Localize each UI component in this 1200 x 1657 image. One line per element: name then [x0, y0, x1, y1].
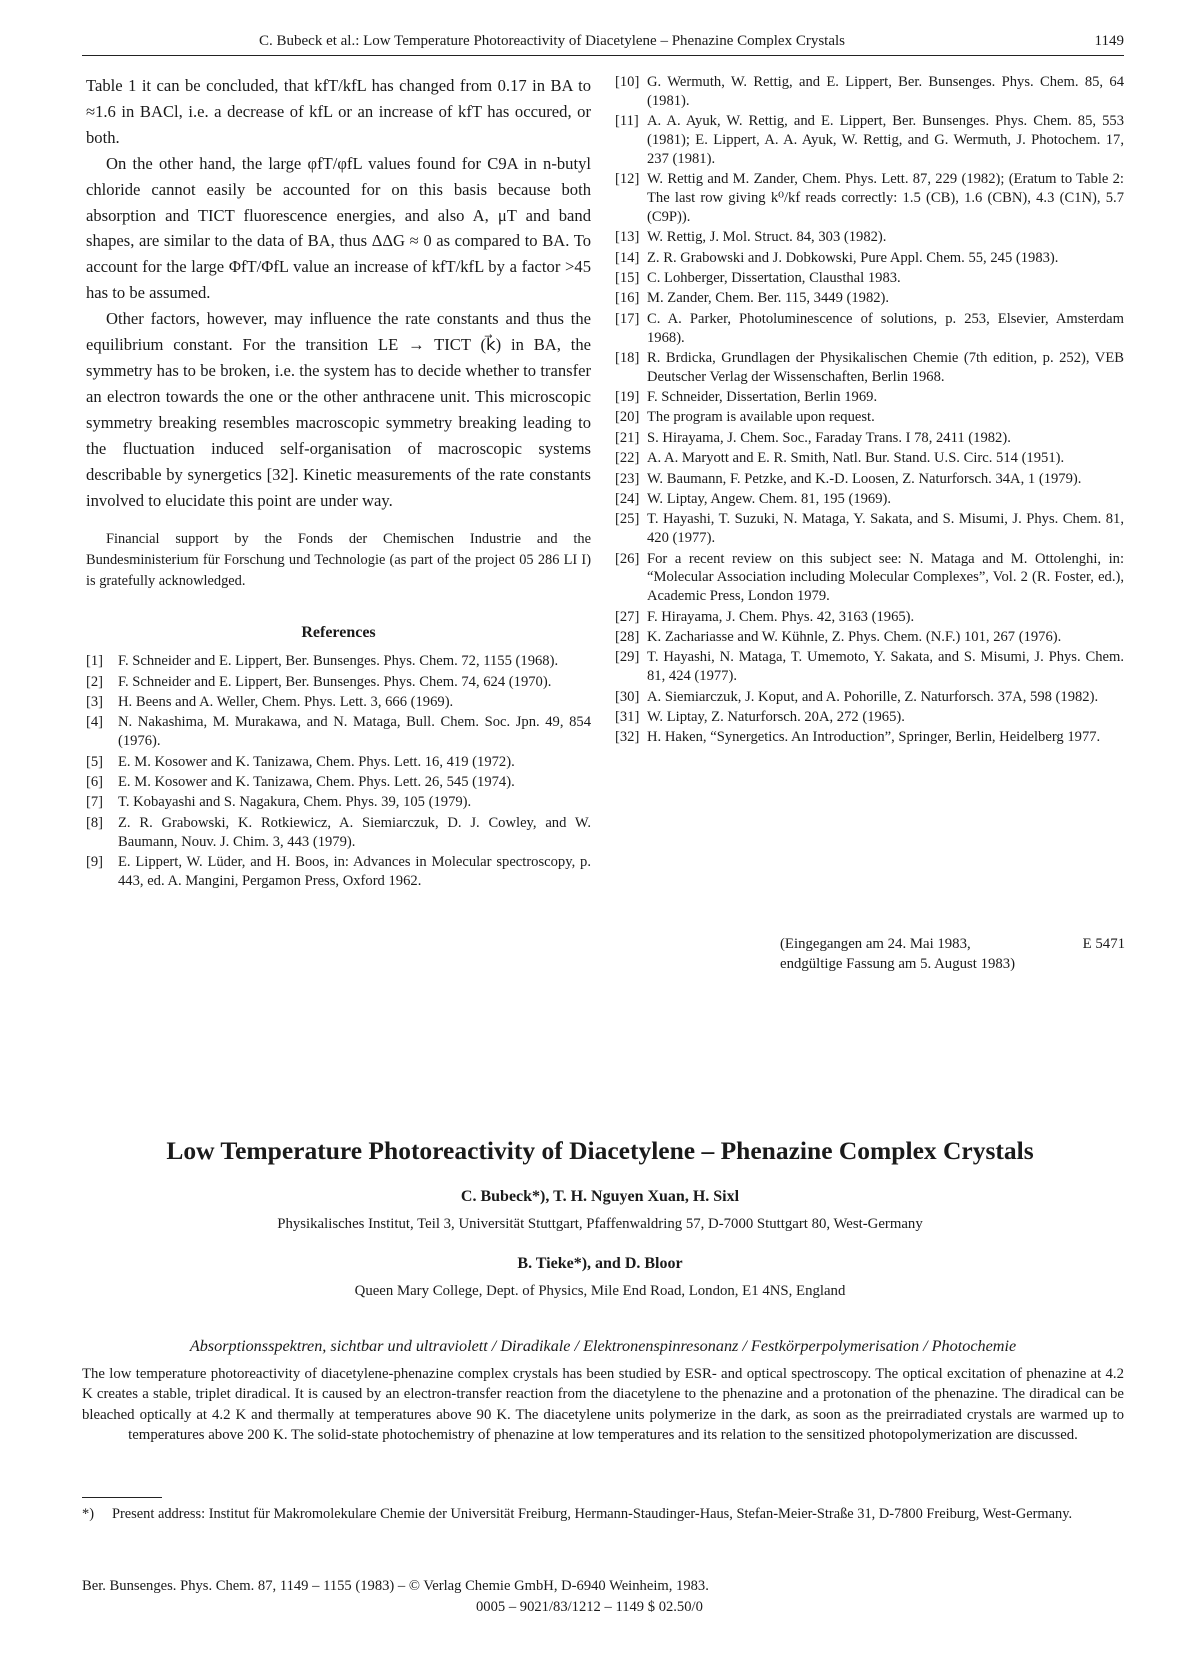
footnote-rule: [82, 1497, 162, 1498]
reference-number: [13]: [615, 229, 640, 246]
article-title: Low Temperature Photoreactivity of Diacetylene – Phenazine Complex Crystals: [166, 1136, 1034, 1165]
abstract: The low temperature photoreactivity of diacetylene-phenazine complex crystals has been studied by ESR- and optical spectroscopy. The optical excitation of phenazine at 4.2 K creates a stable, triplet diradical. It is caused by an electron-transfer reaction from the diacetylene to the phenazine and a protonation of the phenazine. The diradical can be bleached optically at 4.2 K and thermally at temperatures above 90 K. The diacetylene units polymerize in the dark, as soon as the preirradiated crystals are warmed up to temperatures above 200 K. The solid-state photochemistry of phenazine at low temperatures and its relation to the sensitized photopolymerization are discussed.: [82, 1366, 1124, 1444]
reference-item: [615, 628, 1124, 647]
reference-item: [86, 853, 591, 891]
body-paragraph: On the other hand, the large φfT/φfL values found for C9A in n-butyl chloride cannot easily be accounted for on this basis because both absorption and TICT fluorescence energies, and also A, μT and band shapes, are similar to the data of BA, thus ΔΔG ≈ 0 as compared to BA. To account for the large ΦfT/ΦfL value an increase of kfT/kfL by a factor >45 has to be assumed.: [86, 153, 591, 303]
reference-item: [615, 449, 1124, 468]
reference-text: T. Hayashi, T. Suzuki, N. Mataga, Y. Sakata, and S. Misumi, J. Phys. Chem. 81, 420 (1977).: [647, 511, 1124, 547]
reference-number: [16]: [615, 290, 640, 307]
reference-number: [24]: [615, 491, 640, 508]
reference-item: [615, 170, 1124, 226]
keywords: Absorptionsspektren, sichtbar und ultraviolett / Diradikale / Elektronenspinresonanz / Festkörperpolymerisation / Photochemie: [189, 1337, 1017, 1355]
reference-number: [22]: [615, 450, 640, 467]
reference-item: [86, 673, 591, 692]
reference-item: [615, 349, 1124, 387]
acknowledgement: Financial support by the Fonds der Chemischen Industrie and the Bundesministerium für Forschung und Technologie (as part of the project 05 286 LI I) is gratefully acknowledged.: [86, 531, 591, 589]
received-note: [780, 934, 1125, 974]
reference-text: T. Kobayashi and S. Nagakura, Chem. Phys. 39, 105 (1979).: [118, 794, 472, 811]
reference-text: S. Hirayama, J. Chem. Soc., Faraday Trans. I 78, 2411 (1982).: [647, 429, 1011, 446]
reference-item: [615, 429, 1124, 448]
reference-item: [615, 510, 1124, 548]
right-column: [615, 73, 1124, 749]
reference-text: G. Wermuth, W. Rettig, and E. Lippert, Ber. Bunsenges. Phys. Chem. 85, 64 (1981).: [647, 74, 1124, 109]
journal-footer: [82, 1576, 1124, 1618]
reference-item: [86, 652, 591, 671]
reference-text: T. Hayashi, N. Mataga, T. Umemoto, Y. Sakata, and S. Misumi, J. Phys. Chem. 81, 424 (1977).: [647, 649, 1124, 685]
reference-item: [615, 408, 1124, 427]
running-title: C. Bubeck et al.: Low Temperature Photoreactivity of Diacetylene – Phenazine Complex Crystals: [259, 33, 846, 49]
reference-text: For a recent review on this subject see: N. Mataga and M. Ottolenghi, in: “Molecular Association including Molecular Complexes”, Vol. 2 (R. Foster, ed.), Academic Press, London 1979.: [647, 550, 1124, 605]
reference-item: [615, 490, 1124, 509]
reference-item: [615, 708, 1124, 727]
reference-number: [30]: [615, 688, 640, 705]
reference-text: A. Siemiarczuk, J. Koput, and A. Pohorille, Z. Naturforsch. 37A, 598 (1982).: [647, 688, 1099, 705]
reference-number: [9]: [86, 853, 104, 870]
author-line-1: C. Bubeck*), T. H. Nguyen Xuan, H. Sixl: [460, 1188, 740, 1205]
reference-text: C. Lohberger, Dissertation, Clausthal 1983.: [647, 269, 901, 286]
reference-text: A. A. Maryott and E. R. Smith, Natl. Bur. Stand. U.S. Circ. 514 (1951).: [647, 450, 1065, 467]
author-line-2: B. Tieke*), and D. Bloor: [517, 1255, 683, 1272]
reference-text: W. Rettig and M. Zander, Chem. Phys. Lett. 87, 229 (1982); (Eratum to Table 2: The last row giving k⁰/kf reads correctly: 1.5 (CB), 1.6 (CBN), 4.3 (C1N), 5.7 (C9P)).: [647, 171, 1124, 225]
reference-number: [8]: [86, 814, 104, 831]
reference-number: [25]: [615, 511, 640, 528]
reference-number: [2]: [86, 673, 104, 690]
reference-number: [26]: [615, 550, 640, 567]
reference-text: H. Haken, “Synergetics. An Introduction”, Springer, Berlin, Heidelberg 1977.: [647, 729, 1101, 746]
page-number: 1149: [1094, 33, 1124, 49]
reference-item: [86, 693, 591, 712]
reference-item: [615, 470, 1124, 489]
reference-number: [23]: [615, 470, 640, 487]
reference-item: [615, 112, 1124, 168]
reference-number: [27]: [615, 608, 640, 625]
reference-text: F. Schneider and E. Lippert, Ber. Bunsenges. Phys. Chem. 72, 1155 (1968).: [118, 653, 559, 670]
reference-item: [615, 550, 1124, 606]
journal-citation: Ber. Bunsenges. Phys. Chem. 87, 1149 – 1155 (1983) – © Verlag Chemie GmbH, D-6940 Weinheim, 1983.: [82, 1578, 709, 1594]
reference-number: [6]: [86, 773, 104, 790]
reference-number: [14]: [615, 249, 640, 266]
reference-number: [28]: [615, 629, 640, 645]
reference-number: [17]: [615, 310, 640, 327]
reference-text: W. Rettig, J. Mol. Struct. 84, 303 (1982).: [647, 229, 887, 246]
reference-text: F. Schneider, Dissertation, Berlin 1969.: [647, 389, 878, 406]
reference-item: [86, 753, 591, 772]
footnote: [82, 1504, 1124, 1524]
reference-item: [615, 289, 1124, 308]
reference-item: [615, 608, 1124, 627]
reference-number: [4]: [86, 714, 104, 731]
reference-item: [615, 249, 1124, 268]
reference-item: [86, 793, 591, 812]
manuscript-code: E 5471: [1082, 936, 1125, 952]
reference-number: [15]: [615, 269, 640, 286]
body-paragraph: Other factors, however, may influence the rate constants and thus the equilibrium constant. For the transition LE → TICT (k⃗) in BA, the symmetry has to be broken, i.e. the system has to decide whether to transfer an electron towards the one or the other anthracene unit. This microscopic symmetry breaking resembles macroscopic symmetry breaking leading to the fluctuation induced self-organisation of macroscopic systems describable by synergetics [32]. Kinetic measurements of the rate constants involved to elucidate this point are under way.: [86, 309, 591, 510]
reference-text: Z. R. Grabowski, K. Rotkiewicz, A. Siemiarczuk, D. J. Cowley, and W. Baumann, Nouv. J. Chim. 3, 443 (1979).: [118, 814, 591, 850]
received-date: (Eingegangen am 24. Mai 1983,: [780, 936, 971, 952]
reference-number: [11]: [615, 113, 639, 130]
reference-text: F. Hirayama, J. Chem. Phys. 42, 3163 (1965).: [647, 608, 915, 625]
reference-number: [20]: [615, 409, 640, 426]
reference-number: [31]: [615, 708, 640, 725]
reference-number: [18]: [615, 349, 640, 366]
reference-text: E. M. Kosower and K. Tanizawa, Chem. Phys. Lett. 26, 545 (1974).: [118, 773, 515, 790]
reference-text: A. A. Ayuk, W. Rettig, and E. Lippert, Ber. Bunsenges. Phys. Chem. 85, 553 (1981); E. Lippert, A. A. Ayuk, W. Rettig, and G. Wermuth, J. Photochem. 17, 237 (1981).: [647, 113, 1124, 167]
journal-issn: 0005 – 9021/83/1212 – 1149 $ 02.50/0: [476, 1599, 703, 1615]
affiliation-2: Queen Mary College, Dept. of Physics, Mile End Road, London, E1 4NS, England: [354, 1283, 846, 1299]
reference-number: [19]: [615, 389, 640, 406]
final-version-date: endgültige Fassung am 5. August 1983): [780, 956, 1016, 972]
reference-text: E. M. Kosower and K. Tanizawa, Chem. Phys. Lett. 16, 419 (1972).: [118, 753, 515, 770]
reference-item: [615, 688, 1124, 707]
reference-number: [12]: [615, 171, 640, 188]
reference-text: H. Beens and A. Weller, Chem. Phys. Lett. 3, 666 (1969).: [118, 693, 454, 710]
body-paragraph: Table 1 it can be concluded, that kfT/kfL has changed from 0.17 in BA to ≈1.6 in BACl, i.e. a decrease of kfL or an increase of kfT has occured, or both.: [86, 76, 591, 147]
reference-item: [86, 713, 591, 751]
reference-text: K. Zachariasse and W. Kühnle, Z. Phys. Chem. (N.F.) 101, 267 (1976).: [647, 629, 1062, 645]
reference-list-left: [86, 652, 591, 890]
reference-item: [615, 388, 1124, 407]
reference-text: C. A. Parker, Photoluminescence of solutions, p. 253, Elsevier, Amsterdam 1968).: [647, 310, 1124, 346]
affiliation-1: Physikalisches Institut, Teil 3, Universität Stuttgart, Pfaffenwaldring 57, D-7000 Stuttgart 80, West-Germany: [277, 1216, 923, 1232]
reference-number: [7]: [86, 794, 104, 811]
reference-text: W. Baumann, F. Petzke, and K.-D. Loosen, Z. Naturforsch. 34A, 1 (1979).: [647, 470, 1082, 487]
reference-text: W. Liptay, Angew. Chem. 81, 195 (1969).: [647, 491, 892, 508]
reference-item: [615, 310, 1124, 348]
reference-item: [615, 228, 1124, 247]
reference-text: E. Lippert, W. Lüder, and H. Boos, in: Advances in Molecular spectroscopy, p. 443, ed. A. Mangini, Pergamon Press, Oxford 1962.: [118, 853, 591, 889]
reference-number: [29]: [615, 649, 640, 666]
references-heading: References: [301, 624, 376, 642]
reference-text: R. Brdicka, Grundlagen der Physikalischen Chemie (7th edition, p. 252), VEB Deutscher Verlag der Wissenschaften, Berlin 1968.: [647, 349, 1124, 385]
reference-item: [86, 773, 591, 792]
reference-number: [10]: [615, 74, 640, 90]
reference-text: N. Nakashima, M. Murakawa, and N. Mataga, Bull. Chem. Soc. Jpn. 49, 854 (1976).: [118, 714, 591, 750]
footnote-text: Present address: Institut für Makromolekulare Chemie der Universität Freiburg, Hermann-Staudinger-Haus, Stefan-Meier-Straße 31, D-7800 Freiburg, West-Germany.: [112, 1506, 1073, 1522]
reference-text: M. Zander, Chem. Ber. 115, 3449 (1982).: [647, 290, 890, 307]
reference-text: Z. R. Grabowski and J. Dobkowski, Pure Appl. Chem. 55, 245 (1983).: [647, 249, 1059, 266]
reference-text: F. Schneider and E. Lippert, Ber. Bunsenges. Phys. Chem. 74, 624 (1970).: [118, 673, 552, 690]
reference-item: [615, 728, 1124, 747]
reference-number: [32]: [615, 729, 640, 746]
reference-item: [615, 648, 1124, 686]
footnote-mark: *): [82, 1506, 94, 1522]
left-column: [86, 73, 591, 892]
reference-item: [615, 73, 1124, 111]
reference-number: [21]: [615, 429, 640, 446]
reference-item: [86, 814, 591, 852]
reference-number: [5]: [86, 753, 104, 770]
reference-number: [1]: [86, 653, 104, 670]
header-rule: [82, 55, 1124, 56]
reference-number: [3]: [86, 693, 104, 710]
reference-text: The program is available upon request.: [647, 409, 875, 426]
reference-item: [615, 269, 1124, 288]
reference-text: W. Liptay, Z. Naturforsch. 20A, 272 (1965).: [647, 708, 905, 725]
